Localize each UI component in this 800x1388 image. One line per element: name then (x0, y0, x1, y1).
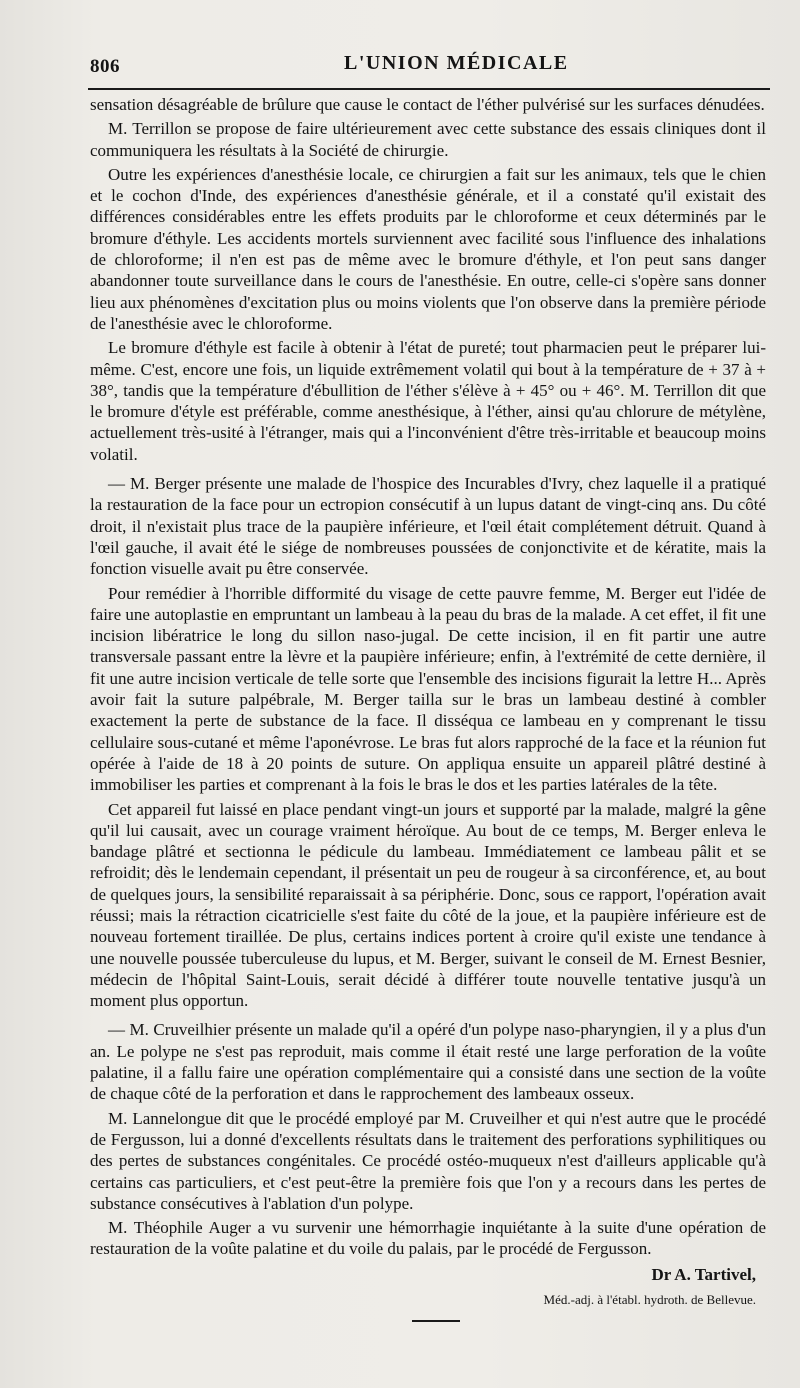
end-rule (412, 1320, 460, 1322)
paragraph: Cet appareil fut laissé en place pendant vingt-un jours et supporté par la malade, malgré la gêne qu'il lui causait, avec un courage vraiment héroïque. Au bout de ce temps, M. Berger enleva le bandage plâtré et sectionna le pédicule du lambeau. Immédiatement ce lambeau pâlit et se refroidit; dès le lendemain cependant, il présentait un peu de rougeur à sa circonférence, et, au bout de quelques jours, la sensibilité reparaissait à sa périphérie. Donc, sous ce rapport, l'opération avait réussi; mais la rétraction cicatricielle s'est faite du côté de la joue, et la paupière inférieure est de nouveau fortement tiraillée. De plus, certains indices portent à croire qu'il existe une tendance à une nouvelle poussée tuberculeuse du lupus, et M. Berger, suivant le conseil de M. Ernest Besnier, médecin de l'hôpital Saint-Louis, serait décidé à différer toute nouvelle tentative jusqu'à un moment plus opportun. (90, 799, 766, 1011)
journal-title: L'UNION MÉDICALE (344, 52, 569, 74)
paragraph: M. Théophile Auger a vu survenir une hémorrhagie inquiétante à la suite d'une opération de restauration de la voûte palatine et du voile du palais, par le procédé de Fergusson. (90, 1218, 766, 1259)
author-signature: Dr A. Tartivel, (651, 1264, 756, 1284)
paragraph: — M. Berger présente une malade de l'hospice des Incurables d'Ivry, chez laquelle il a pratiqué la restauration de la face pour un ectropion consécutif à un lupus datant de vingt-cinq ans. Du côté droit, il n'existait plus trace de la paupière inférieure, et l'œil était complétement détruit. Quand à l'œil gauche, il avait été le siége de nombreuses poussées de conjonctivite et de kératite, mais la fonction visuelle avait pu être conservée. (90, 474, 766, 579)
paragraph: M. Terrillon se propose de faire ultérieurement avec cette substance des essais cliniques dont il communiquera les résultats à la Société de chirurgie. (90, 119, 766, 160)
author-affiliation: Méd.-adj. à l'établ. hydroth. de Bellevue. (543, 1292, 756, 1308)
paragraph: M. Lannelongue dit que le procédé employé par M. Cruveilher et qui n'est autre que le procédé de Fergusson, lui a donné d'excellents résultats dans le traitement des perforations syphilitiques ou des pertes de substances congénitales. Ce procédé ostéo-muqueux n'est d'ailleurs applicable qu'à certains cas particuliers, et c'est peut-être la première fois que l'on y a recours dans les pertes de substance consécutives à l'ablation d'un polype. (90, 1108, 766, 1213)
paragraph: Outre les expériences d'anesthésie locale, ce chirurgien a fait sur les animaux, tels que le chien et le cochon d'Inde, des expériences d'anesthésie générale, et il a constaté qu'il existait des différences considérables entre les effets produits par le chloroforme et ceux déterminés par le bromure d'éthyle. Les accidents mortels surviennent avec facilité sous l'influence des inhalations de chloroforme; il n'en est pas de même avec le bromure d'éthyle, et l'on peut sans danger abandonner toute surveillance dans le cours de l'anesthésie. En outre, celle-ci s'opère sans donner lieu aux phénomènes d'excitation plus ou moins violents que l'on observe dans la première période de l'anesthésie avec le chloroforme. (90, 164, 766, 333)
header-rule (88, 88, 770, 90)
signature-block (90, 1264, 766, 1311)
page-header (88, 48, 768, 82)
paragraph: Le bromure d'éthyle est facile à obtenir à l'état de pureté; tout pharmacien peut le préparer lui-même. C'est, encore une fois, un liquide extrêmement volatil qui bout à la température de + 37 à + 38°, tandis que la température d'ébullition de l'éther s'élève à + 45° ou + 46°. M. Terrillon dit que le bromure d'étyle est préférable, comme anesthésique, à l'éther, ainsi qu'au chlorure de métylène, actuellement très-usité à l'étranger, mais qui a l'inconvénient d'être très-irritable et beaucoup moins volatil. (90, 338, 766, 464)
article-body (90, 94, 766, 1310)
paragraph: — M. Cruveilhier présente un malade qu'il a opéré d'un polype naso-pharyngien, il y a plus d'un an. Le polype ne s'est pas reproduit, mais comme il était resté une large perforation de la voûte palatine, il a fallu faire une opération complémentaire qui a consisté dans une section de la voûte de chaque côté de la perforation et dans le rapprochement des lambeaux osseux. (90, 1020, 766, 1104)
page-number: 806 (90, 56, 120, 77)
paragraph: sensation désagréable de brûlure que cause le contact de l'éther pulvérisé sur les surfaces dénudées. (90, 95, 765, 114)
paragraph: Pour remédier à l'horrible difformité du visage de cette pauvre femme, M. Berger eut l'idée de faire une autoplastie en empruntant un lambeau à la peau du bras de la malade. A cet effet, il fit une incision libératrice le long du sillon naso-jugal. De cette incision, il en fit partir une autre transversale passant entre la lèvre et la paupière inférieure; enfin, à l'extrémité de cette dernière, il fit une autre incision verticale de telle sorte que l'ensemble des incisions figurait la lettre H... Après avoir fait la suture palpébrale, M. Berger tailla sur le bras un lambeau destiné à combler exactement la perte de substance de la face. Il disséqua ce lambeau en y comprenant le tissu cellulaire sous-cutané et même l'aponévrose. Le bras fut alors rapproché de la face et la réunion fut opérée à l'aide de 18 à 20 points de suture. On appliqua ensuite un appareil plâtré destiné à immobiliser les parties et comprenant à la fois le bras le dos et les parties latérales de la tête. (90, 583, 766, 795)
